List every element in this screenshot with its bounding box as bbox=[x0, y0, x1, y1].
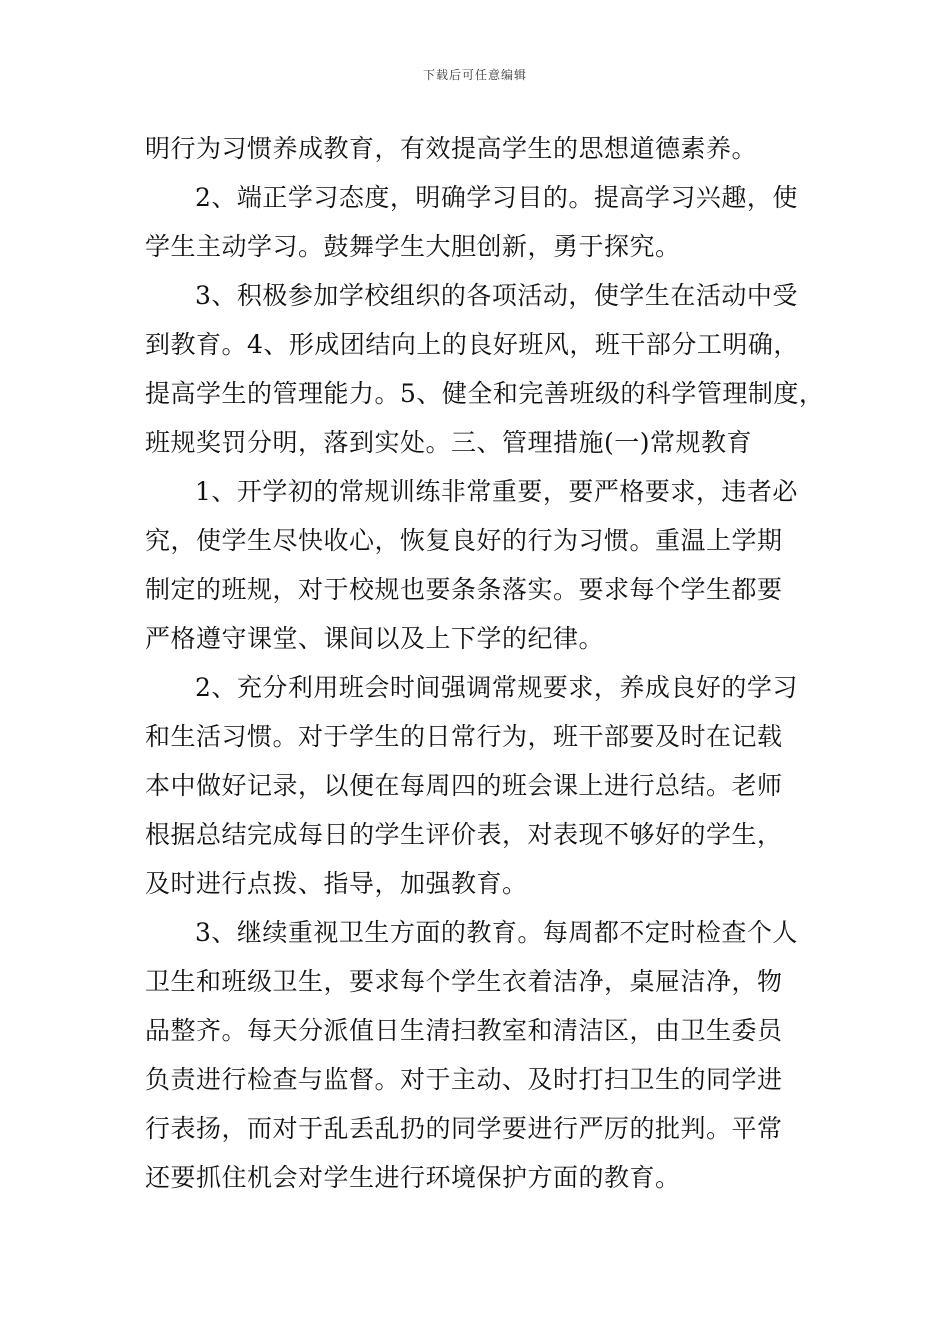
text-line: 制定的班规，对于校规也要条条落实。要求每个学生都要 bbox=[145, 575, 783, 604]
text-line: 班规奖罚分明，落到实处。三、管理措施(一)常规教育 bbox=[145, 428, 753, 457]
text-line: 还要抓住机会对学生进行环境保护方面的教育。 bbox=[145, 1163, 681, 1192]
text-line: 和生活习惯。对于学生的日常行为，班干部要及时在记载 bbox=[145, 722, 783, 751]
text-line: 根据总结完成每日的学生评价表，对表现不够好的学生， bbox=[145, 820, 783, 849]
text-line: 品整齐。每天分派值日生清扫教室和清洁区，由卫生委员 bbox=[145, 1016, 783, 1045]
text-line: 及时进行点拨、指导，加强教育。 bbox=[145, 869, 528, 898]
text-line: 究，使学生尽快收心，恢复良好的行为习惯。重温上学期 bbox=[145, 526, 783, 555]
text-line: 提高学生的管理能力。5、健全和完善班级的科学管理制度， bbox=[145, 379, 825, 408]
text-line: 行表扬，而对于乱丢乱扔的同学要进行严厉的批判。平常 bbox=[145, 1114, 783, 1143]
text-line: 本中做好记录，以便在每周四的班会课上进行总结。老师 bbox=[145, 771, 783, 800]
text-line: 到教育。4、形成团结向上的良好班风，班干部分工明确， bbox=[145, 330, 799, 359]
paragraph-start-line: 2、端正学习态度，明确学习目的。提高学习兴趣，使 bbox=[195, 183, 798, 212]
page-header-note: 下载后可任意编辑 bbox=[422, 68, 527, 82]
text-line: 负责进行检查与监督。对于主动、及时打扫卫生的同学进 bbox=[145, 1065, 783, 1094]
paragraph-start-line: 3、继续重视卫生方面的教育。每周都不定时检查个人 bbox=[195, 918, 798, 947]
text-line: 学生主动学习。鼓舞学生大胆创新，勇于探究。 bbox=[145, 232, 681, 261]
text-line: 卫生和班级卫生，要求每个学生衣着洁净，桌屉洁净，物 bbox=[145, 967, 783, 996]
paragraph-start-line: 1、开学初的常规训练非常重要，要严格要求，违者必 bbox=[195, 477, 798, 506]
paragraph-start-line: 2、充分利用班会时间强调常规要求，养成良好的学习 bbox=[195, 673, 798, 702]
text-line: 严格遵守课堂、课间以及上下学的纪律。 bbox=[145, 624, 605, 653]
text-line: 明行为习惯养成教育，有效提高学生的思想道德素养。 bbox=[145, 134, 758, 163]
document-body bbox=[145, 124, 825, 1202]
paragraph-start-line: 3、积极参加学校组织的各项活动，使学生在活动中受 bbox=[195, 281, 798, 310]
